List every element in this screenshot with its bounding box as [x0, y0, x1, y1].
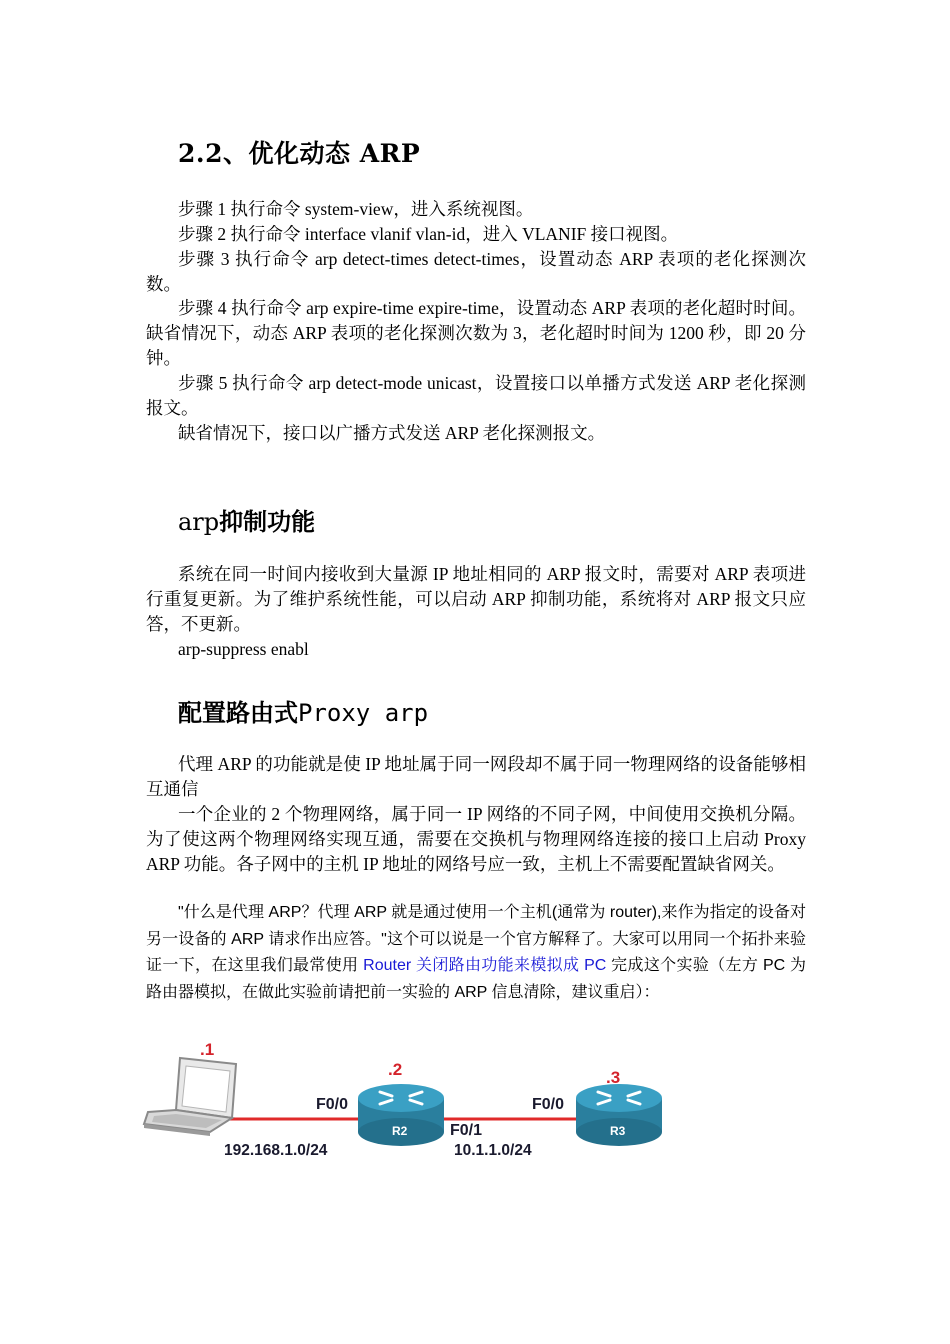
- step-4: 步骤 4 执行命令 arp expire-time expire-time，设置动态 ARP 表项的老化超时时间。缺省情况下，动态 ARP 表项的老化探测次数为 3，老化超时时间为 1200 秒，即 20 分钟。: [146, 298, 806, 368]
- topology-svg: [140, 1036, 680, 1176]
- laptop-icon: [144, 1058, 236, 1136]
- proxy-para-1: 代理 ARP 的功能就是使 IP 地址属于同一网段却不属于同一物理网络的设备能够相互通信: [146, 754, 806, 799]
- title-mono: Proxy arp: [298, 699, 429, 727]
- arp-suppress-paragraph: 系统在同一时间内接收到大量源 IP 地址相同的 ARP 报文时，需要对 ARP 表项进行重复更新。为了维护系统性能，可以启动 ARP 抑制功能，系统将对 ARP 报文只应答，不更新。: [146, 564, 806, 634]
- host-address-label: .1: [200, 1040, 215, 1059]
- r2-address-label: .2: [388, 1060, 403, 1079]
- title-prefix: arp: [178, 508, 220, 536]
- step-3: 步骤 3 执行命令 arp detect-times detect-times，设置动态 ARP 表项的老化探测次数。: [146, 249, 806, 294]
- default-note: 缺省情况下，接口以广播方式发送 ARP 老化探测报文。: [178, 423, 606, 443]
- r3-address-label: .3: [606, 1068, 621, 1087]
- port-mid-label: F0/1: [450, 1122, 483, 1139]
- step-1: 步骤 1 执行命令 system-view，进入系统视图。: [178, 199, 534, 219]
- title-rest: 抑制功能: [219, 507, 316, 536]
- section-title-proxy-arp: [178, 693, 428, 728]
- r2-name: R2: [392, 1124, 408, 1138]
- step-5: 步骤 5 执行命令 arp detect-mode unicast，设置接口以单播方式发送 ARP 老化探测报文。: [146, 373, 806, 418]
- port-left-label: F0/0: [316, 1096, 349, 1113]
- para3-text-b: 完成这个实验（左方 PC 为路由器模拟，在做此实验前请把前一实验的 ARP 信息清除，建议重启）：: [146, 957, 806, 1001]
- proxy-para-3: [146, 900, 806, 1006]
- port-right-label: F0/0: [532, 1096, 565, 1113]
- section-title-2-2: 2.2、优化动态 ARP: [178, 139, 421, 168]
- title-prefix: 配置路由式: [178, 698, 298, 727]
- r3-name: R3: [610, 1124, 626, 1138]
- para3-text-a: "什么是代理 ARP？代理 ARP 就是通过使用一个主机(通常为 router),来作为指定的设备对另一设备的 ARP 请求作出应答。"这个可以说是一个官方解释了。大家可以用同一个拓扑来验证一下，在这里我们最常使用: [146, 904, 806, 974]
- net-right-label: 10.1.1.0/24: [454, 1142, 532, 1159]
- net-left-label: 192.168.1.0/24: [224, 1142, 328, 1159]
- proxy-para-2: 一个企业的 2 个物理网络，属于同一 IP 网络的不同子网，中间使用交换机分隔。为了使这两个物理网络实现互通，需要在交换机与物理网络连接的接口上启动 Proxy ARP 功能。各子网中的主机 IP 地址的网络号应一致，主机上不需要配置缺省网关。: [146, 804, 806, 874]
- step-2: 步骤 2 执行命令 interface vlanif vlan-id，进入 VLANIF 接口视图。: [178, 224, 679, 244]
- para3-highlight: Router 关闭路由功能来模拟成 PC: [363, 957, 607, 974]
- network-topology-diagram: [140, 1036, 680, 1176]
- section-title-arp-suppress: [178, 502, 315, 537]
- arp-suppress-command: arp-suppress enabl: [178, 639, 309, 659]
